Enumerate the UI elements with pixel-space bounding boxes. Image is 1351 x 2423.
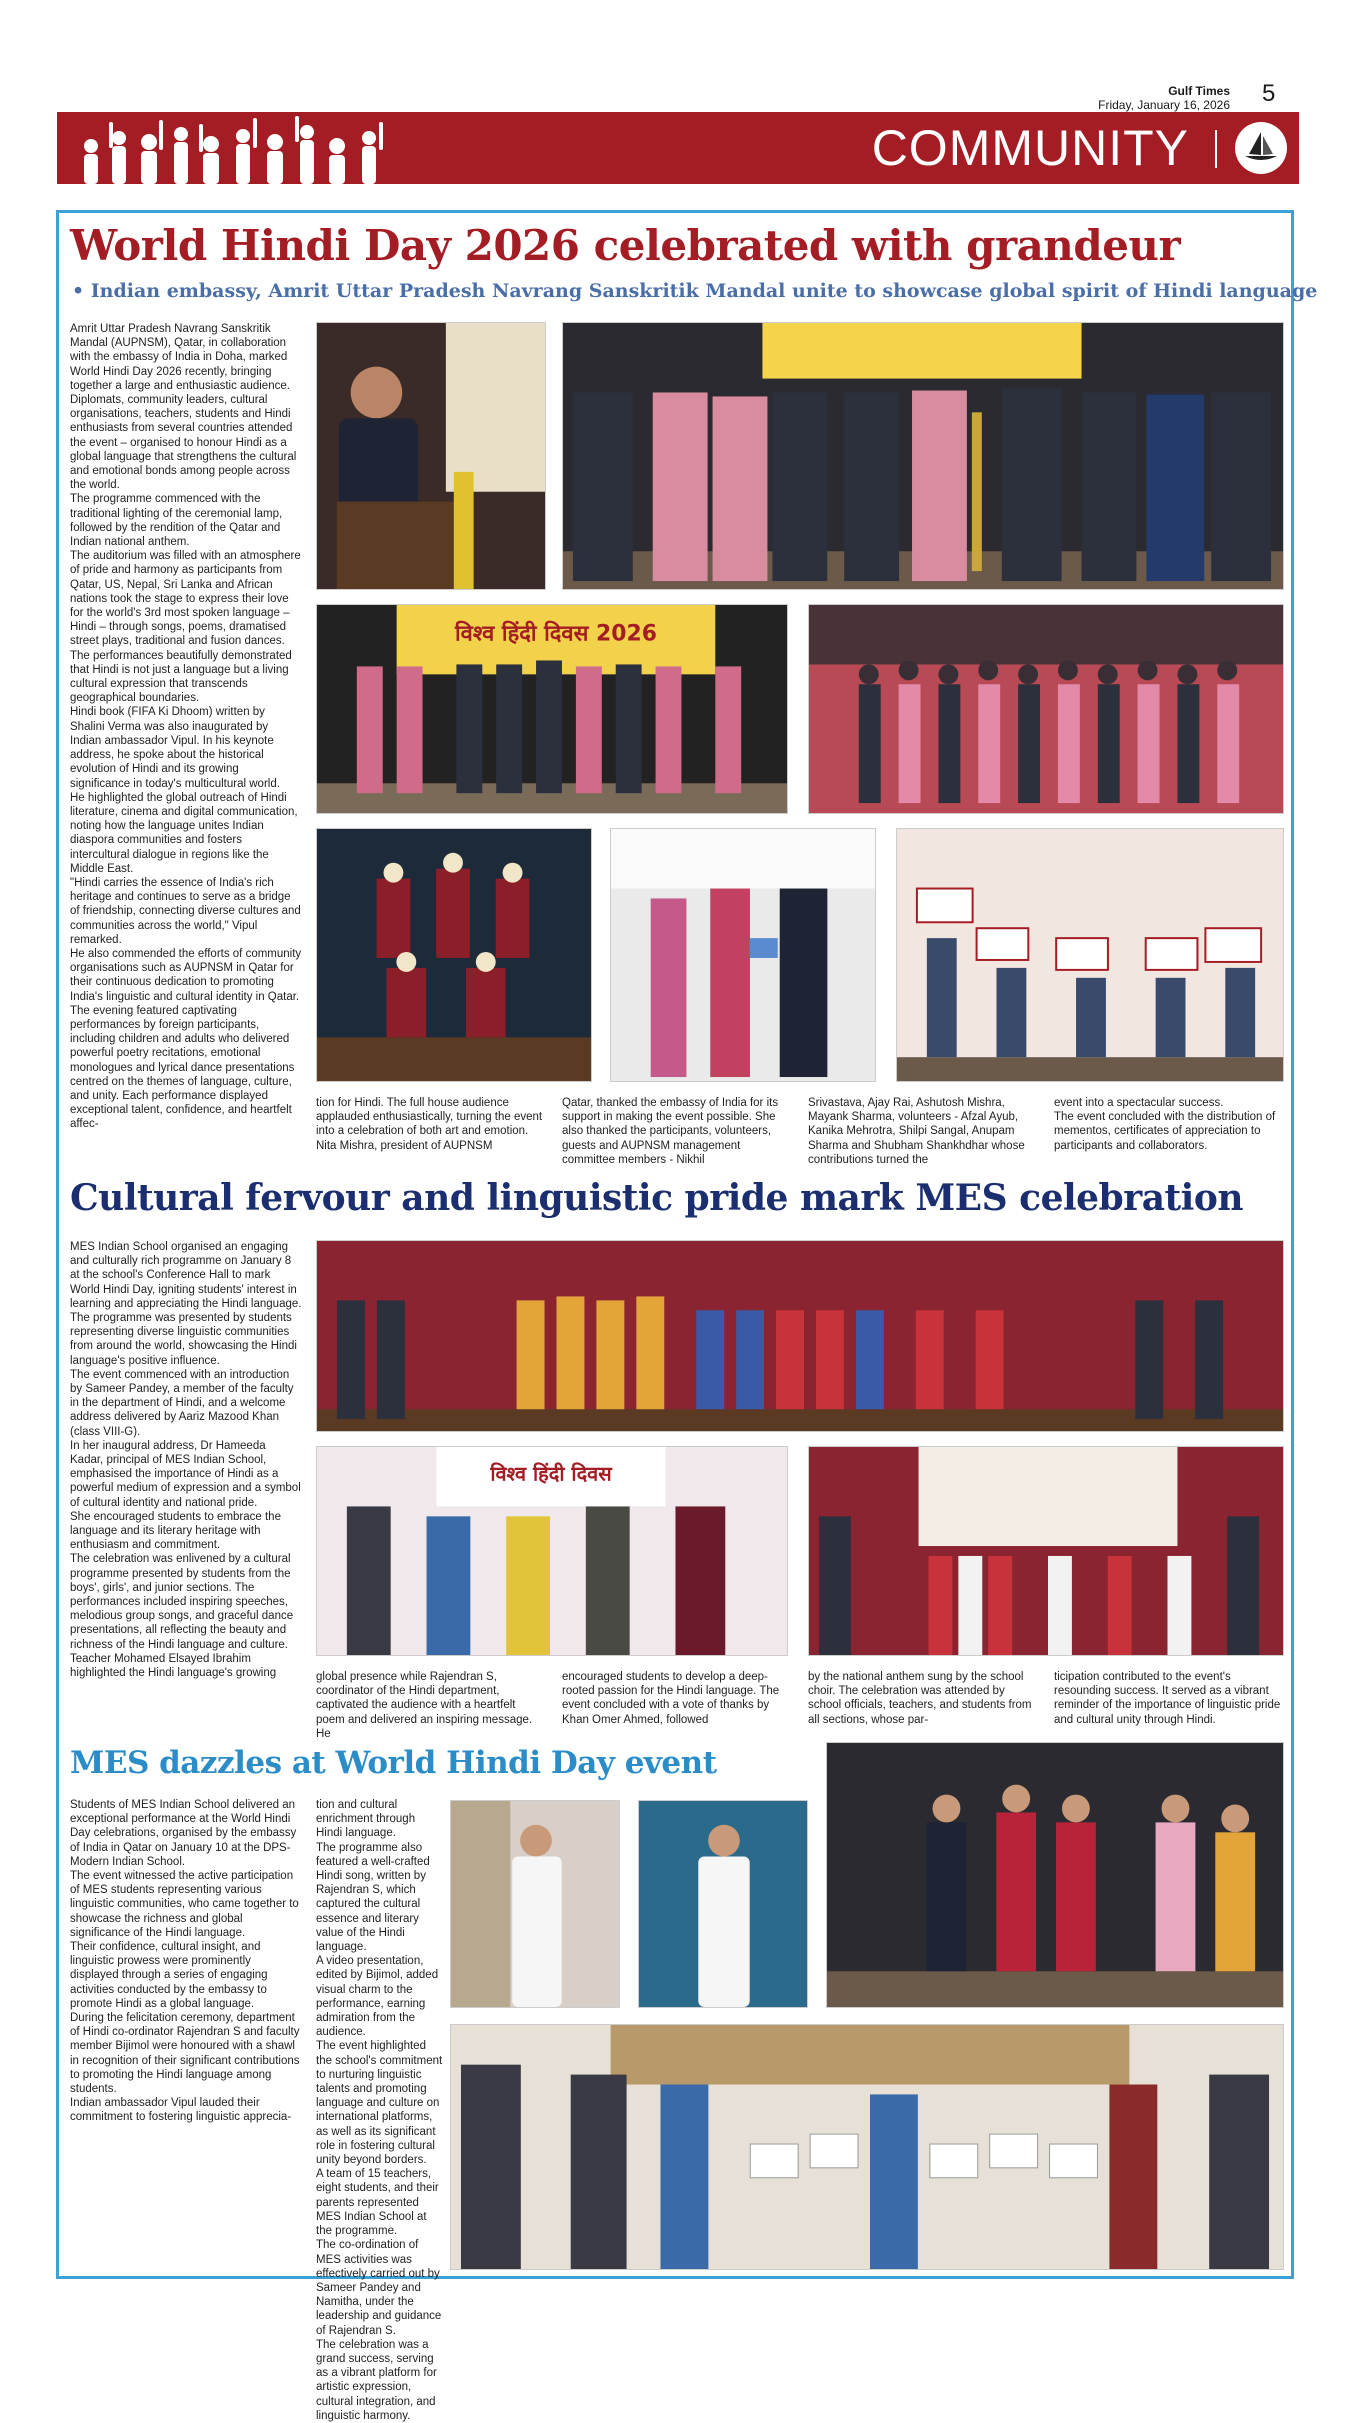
publication-name: Gulf Times (1168, 84, 1230, 98)
paragraph: The programme commenced with the traditional lighting of the ceremonial lamp, followed by the rendition of the Qatar and Indian national anthem. (70, 493, 283, 549)
publication-date: Friday, January 16, 2026 (1098, 98, 1230, 112)
paragraph: Their confidence, cultural insight, and linguistic prowess were prominently displayed through a series of engaging activities conducted by the embassy to promote Hindi as a global language. (70, 1941, 268, 2010)
banner-divider (1215, 130, 1217, 168)
paragraph: The programme was presented by students representing diverse linguistic communities from around the world, showcasing the Hindi language's positive influence. (70, 1312, 297, 1367)
photo-dance-performance (316, 828, 592, 1082)
article2-column-4: by the national anthem sung by the school choir. The celebration was attended by school officials, teachers, and students from all sections, whose par- (808, 1671, 1032, 1726)
article3-headline: MES dazzles at World Hindi Day event (70, 1745, 717, 1781)
dhow-logo-icon (1235, 122, 1287, 174)
article2-headline: Cultural fervour and linguistic pride mark MES celebration (70, 1177, 1244, 1219)
paragraph: She encouraged students to embrace the language and its literary heritage with enthusiasm and commitment. (70, 1510, 281, 1552)
article2-column-3: encouraged students to develop a deep-rooted passion for the Hindi language. The event concluded with a vote of thanks by Khan Omer Ahmed, followed (562, 1671, 780, 1726)
paragraph: tion for Hindi. The full house audience applauded enthusiastically, turning the event into a celebration of both art and emotion. (316, 1097, 543, 1138)
paragraph: "Hindi carries the essence of India's rich heritage and continues to serve as a bridge of friendship, connecting diverse cultures and communities across the world," Vipul remarked. (70, 876, 301, 946)
paragraph: Hindi book (FIFA Ki Dhoom) written by Shalini Verma was also inaugurated by Indian ambassador Vipul. In his keynote address, he spoke about the historical evolution of Hindi and its growing significance in today's multicultural world. (70, 706, 280, 790)
article2-column-1 (70, 1240, 302, 1680)
photo-audience (808, 604, 1284, 814)
photo-dignitaries-stage (316, 604, 788, 814)
article1-column-4: Srivastava, Ajay Rai, Ashutosh Mishra, Mayank Sharma, volunteers - Afzal Ayub, Kanika Mehrotra, Shilpi Sangal, Anupam Sharma and Shubham Shankhdhar whose contributions turned the (808, 1097, 1025, 1166)
article1-headline: World Hindi Day 2026 celebrated with grandeur (70, 221, 1181, 270)
article3-column-1 (70, 1798, 302, 2125)
paragraph: event into a spectacular success. (1054, 1097, 1224, 1109)
article2-column-5: ticipation contributed to the event's resounding success. It served as a vibrant reminder of the importance of linguistic pride and cultural unity through Hindi. (1054, 1671, 1281, 1726)
paragraph: Diplomats, community leaders, cultural organisations, teachers, students and Hindi enthusiasts from several countries attended the event – organised to honour Hindi as a global language that strengthens the cultural and emotional bonds among people across the world. (70, 394, 297, 492)
photo-mes-group (316, 1240, 1284, 1432)
paragraph: Students of MES Indian School delivered an exceptional performance at the World Hindi Day celebrations, organised by the embassy of India in Qatar on January 10 at the DPS-Modern Indian School. (70, 1799, 297, 1868)
paragraph: A video presentation, edited by Bijimol, added visual charm to the performance, earning admiration from the audience. (316, 1955, 439, 2039)
photo-lamp-lighting (562, 322, 1284, 590)
paragraph: tion and cultural enrichment through Hindi language. (316, 1799, 416, 1840)
article1-column-5 (1054, 1096, 1284, 1153)
paragraph: During the felicitation ceremony, department of Hindi co-ordinator Rajendran S and faculty member Bijimol were honoured with a shawl in recognition of their significant contributions to promoting the Hindi language among students. (70, 2012, 300, 2096)
photo-book-launch (610, 828, 876, 1082)
article1-column-2 (316, 1096, 546, 1153)
article1-column-1 (70, 322, 302, 1132)
paragraph: The celebration was enlivened by a cultural programme presented by students from the boys', girls', and junior sections. The performances included inspiring speeches, melodious group songs, and graceful dance presentations, all reflecting the beauty and richness of the Hindi language and culture. (70, 1553, 294, 1651)
paragraph: The evening featured captivating performances by foreign participants, including children and adults who delivered powerful poetry recitations, emotional monologues and lyrical dance presentations centred on the themes of language, culture, and unity. Each performance displayed exceptional talent, confidence, and heartfelt affec- (70, 1004, 295, 1131)
photo-mes-principal (316, 1446, 788, 1656)
photo-mes-certificates (450, 2024, 1284, 2270)
page-number: 5 (1262, 80, 1276, 107)
photo-children-placards (896, 828, 1284, 1082)
article1-subheadline: • Indian embassy, Amrit Uttar Pradesh Navrang Sanskritik Mandal unite to showcase global spirit of Hindi language (72, 280, 1318, 302)
paragraph: The auditorium was filled with an atmosphere of pride and harmony as participants from Qatar, US, Nepal, Sri Lanka and African nations took the stage to express their love for the world's 3rd most spoken language – Hindi – through songs, poems, dramatised street plays, traditional and fusion dances. (70, 550, 301, 648)
stage-banner-text: विश्व हिंदी दिवस 2026 (455, 621, 657, 647)
paragraph: The event commenced with an introduction by Sameer Pandey, a member of the faculty in the department of Hindi, and a welcome address delivered by Aariz Mazood Khan (class VIII-G). (70, 1368, 294, 1438)
mes-banner-text: विश्व हिंदी दिवस (490, 1462, 612, 1486)
crowd-silhouette-icon (71, 112, 401, 184)
article3-column-2 (316, 1798, 444, 2423)
paragraph: The programme also featured a well-crafted Hindi song, written by Rajendran S, which captured the cultural essence and literary value of the Hindi language. (316, 1841, 430, 1954)
paragraph: The celebration was a grand success, serving as a vibrant platform for artistic expression, cultural integration, and linguistic harmony. (316, 2338, 437, 2422)
section-banner (57, 112, 1299, 184)
paragraph: A team of 15 teachers, eight students, and their parents represented MES Indian School at the programme. (316, 2168, 439, 2238)
paragraph: The event witnessed the active participation of MES students representing various linguistic communities, who came together to showcase the richness and global significance of the Hindi language. (70, 1870, 299, 1939)
paragraph: Nita Mishra, president of AUPNSM (316, 1139, 493, 1152)
photo-ambassador-speech (316, 322, 546, 590)
photo-mes-students-song (826, 1742, 1284, 2008)
photo-shawl-honour-1 (450, 1800, 620, 2008)
paragraph: He highlighted the global outreach of Hindi literature, cinema and digital communication, noting how the language unites Indian diaspora communities and fosters intercultural dialogue in regions like the Middle East. (70, 791, 298, 875)
paragraph: MES Indian School organised an engaging and culturally rich programme on January 8 at the school's Conference Hall to mark World Hindi Day, igniting students' interest in learning and appreciating the Hindi language. (70, 1241, 302, 1310)
section-title: COMMUNITY (871, 120, 1189, 176)
article2-column-2: global presence while Rajendran S, coordinator of the Hindi department, captivated the audience with a heartfelt poem and delivered an inspiring message. He (316, 1671, 533, 1740)
paragraph: In her inaugural address, Dr Hameeda Kadar, principal of MES Indian School, emphasised the importance of Hindi as a powerful medium of expression and a symbol of cultural identity and national pride. (70, 1439, 301, 1509)
article1-column-3: Qatar, thanked the embassy of India for its support in making the event possible. She also thanked the participants, volunteers, guests and AUPNSM management committee members - Nikhil (562, 1097, 779, 1166)
photo-shawl-honour-2 (638, 1800, 808, 2008)
paragraph: The co-ordination of MES activities was effectively carried out by Sameer Pandey and Namitha, under the leadership and guidance of Rajendran S. (316, 2239, 442, 2337)
paragraph: The event highlighted the school's commitment to nurturing linguistic talents and promoting language and culture on international platforms, as well as its significant role in fostering cultural unity beyond borders. (316, 2040, 443, 2167)
paragraph: Amrit Uttar Pradesh Navrang Sanskritik Mandal (AUPNSM), Qatar, in collaboration with the embassy of India in Doha, marked World Hindi Day 2026 recently, bringing together a large and enthusiastic audience. (70, 323, 290, 392)
paragraph: The performances beautifully demonstrated that Hindi is not just a language but a living cultural expression that transcends geographical boundaries. (70, 649, 292, 705)
paragraph: Teacher Mohamed Elsayed Ibrahim highlighted the Hindi language's growing (70, 1652, 277, 1680)
photo-mes-children (808, 1446, 1284, 1656)
paragraph: Indian ambassador Vipul lauded their commitment to fostering linguistic apprecia- (70, 2097, 292, 2124)
paragraph: The event concluded with the distribution of mementos, certificates of appreciation to participants and collaborators. (1054, 1111, 1276, 1152)
paragraph: He also commended the efforts of community organisations such as AUPNSM in Qatar for their continuous dedication to promoting India's linguistic and cultural identity in Qatar. (70, 947, 302, 1003)
masthead (1090, 84, 1230, 112)
